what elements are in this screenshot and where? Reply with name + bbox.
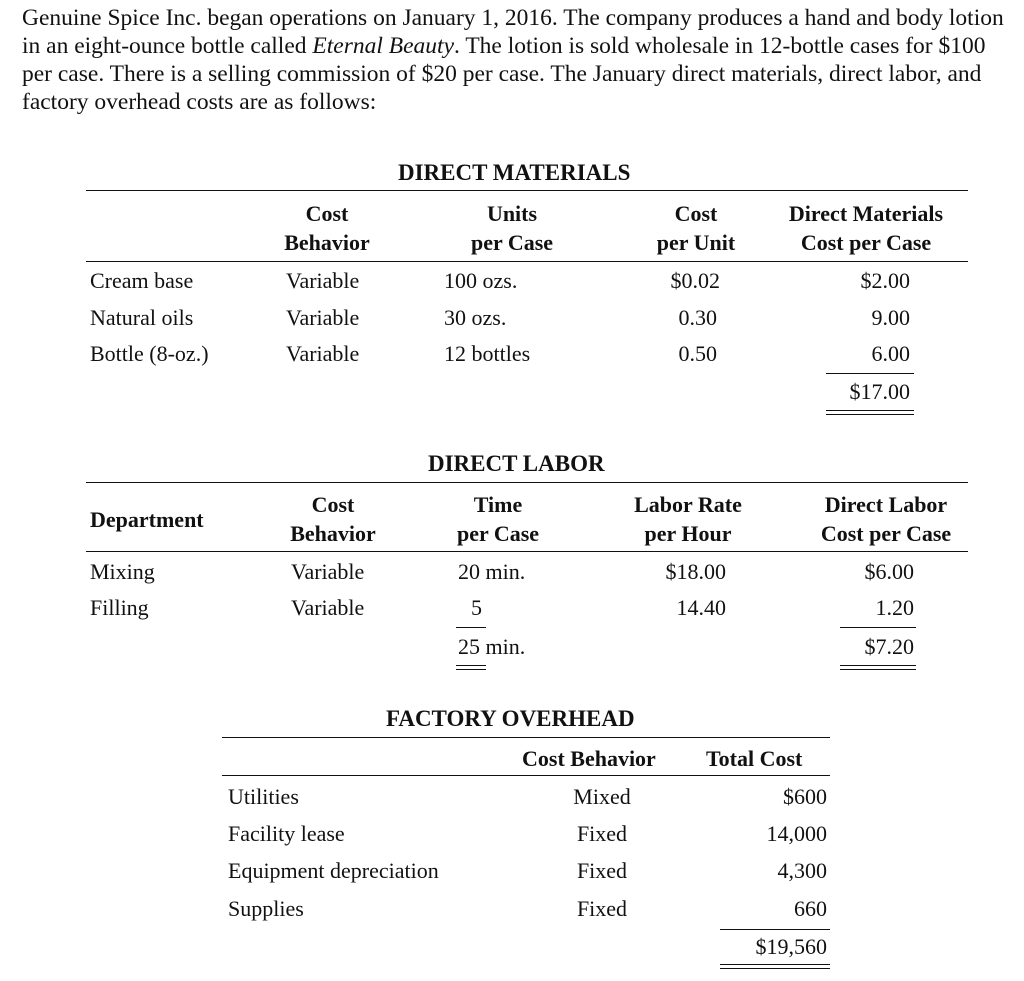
overhead-title: FACTORY OVERHEAD xyxy=(386,706,635,731)
labor-time: 20 min. xyxy=(458,559,526,584)
materials-cost: 0.50 xyxy=(678,341,717,366)
materials-behavior: Variable xyxy=(286,341,360,366)
overhead-header-rule xyxy=(222,775,830,776)
labor-time: 5 xyxy=(471,595,482,620)
materials-total-double-rule xyxy=(826,410,914,415)
overhead-total: 4,300 xyxy=(777,858,827,883)
labor-header-time: Time per Case xyxy=(456,492,540,546)
intro-text-start: Genuine Spice Inc. began operations on January 1, 2016. The company produces a hand and body lotion in an eight-ounce bottle called xyxy=(22,5,1004,59)
labor-behavior: Variable xyxy=(291,559,365,584)
materials-behavior: Variable xyxy=(286,268,360,293)
labor-grand-total: $7.20 xyxy=(864,634,914,659)
labor-title: DIRECT LABOR xyxy=(428,451,605,476)
overhead-total: $600 xyxy=(783,784,827,809)
overhead-item: Facility lease xyxy=(228,821,345,846)
materials-total: 6.00 xyxy=(871,341,910,366)
materials-units: 12 bottles xyxy=(444,341,531,366)
labor-header-total: Direct Labor Cost per Case xyxy=(820,492,952,546)
labor-time-double-rule xyxy=(456,665,486,670)
labor-total: 1.20 xyxy=(875,595,914,620)
materials-title: DIRECT MATERIALS xyxy=(398,160,631,185)
materials-header-rule xyxy=(86,261,968,262)
overhead-item: Utilities xyxy=(228,784,299,809)
materials-header-units: Units per Case xyxy=(470,201,554,255)
overhead-behavior: Fixed xyxy=(576,896,628,921)
labor-department: Mixing xyxy=(90,559,155,584)
overhead-item: Equipment depreciation xyxy=(228,858,439,883)
labor-rate: $18.00 xyxy=(665,559,726,584)
materials-units: 30 ozs. xyxy=(444,305,507,330)
materials-header-total: Direct Materials Cost per Case xyxy=(788,201,944,255)
materials-behavior: Variable xyxy=(286,305,360,330)
overhead-item: Supplies xyxy=(228,896,304,921)
materials-total: 9.00 xyxy=(871,305,910,330)
materials-header-cost: Cost per Unit xyxy=(656,201,736,255)
labor-behavior: Variable xyxy=(291,595,365,620)
materials-item: Bottle (8-oz.) xyxy=(90,341,209,366)
overhead-behavior: Mixed xyxy=(573,784,631,809)
overhead-header-total: Total Cost xyxy=(706,746,803,771)
materials-cost: $0.02 xyxy=(670,268,720,293)
intro-text-end: . The lotion is sold wholesale in 12-bottle cases for $100 per case. There is a selling commission of $20 per case. The January direct materials, direct labor, and factory overhead costs are as follows: xyxy=(22,33,986,115)
materials-units: 100 ozs. xyxy=(444,268,518,293)
labor-top-rule xyxy=(86,482,968,483)
overhead-subtotal-rule xyxy=(720,929,830,930)
materials-total: $2.00 xyxy=(860,268,910,293)
labor-total-double-rule xyxy=(840,665,916,670)
labor-header-department: Department xyxy=(90,507,204,532)
materials-item: Cream base xyxy=(90,268,194,293)
overhead-top-rule xyxy=(222,737,830,738)
materials-header-behavior: Cost Behavior xyxy=(284,201,370,255)
materials-top-rule xyxy=(86,190,968,191)
materials-subtotal-rule xyxy=(826,373,914,374)
labor-time-total: 25 min. xyxy=(458,634,526,659)
labor-total: $6.00 xyxy=(864,559,914,584)
labor-header-rate: Labor Rate per Hour xyxy=(634,492,742,546)
product-name: Eternal Beauty xyxy=(312,33,454,59)
overhead-header-behavior: Cost Behavior xyxy=(522,746,656,771)
overhead-behavior: Fixed xyxy=(576,858,628,883)
materials-cost: 0.30 xyxy=(678,305,717,330)
labor-header-rule xyxy=(86,551,968,552)
overhead-total-double-rule xyxy=(720,964,830,969)
overhead-behavior: Fixed xyxy=(576,821,628,846)
materials-grand-total: $17.00 xyxy=(849,379,910,404)
intro-paragraph xyxy=(22,4,1018,116)
materials-item: Natural oils xyxy=(90,305,194,330)
overhead-total: 660 xyxy=(794,896,827,921)
labor-subtotal-rule xyxy=(840,627,916,628)
labor-department: Filling xyxy=(90,595,149,620)
labor-time-subtotal-rule xyxy=(456,627,486,628)
overhead-grand-total: $19,560 xyxy=(755,934,827,959)
labor-header-behavior: Cost Behavior xyxy=(290,492,376,546)
overhead-total: 14,000 xyxy=(766,821,827,846)
labor-rate: 14.40 xyxy=(676,595,726,620)
